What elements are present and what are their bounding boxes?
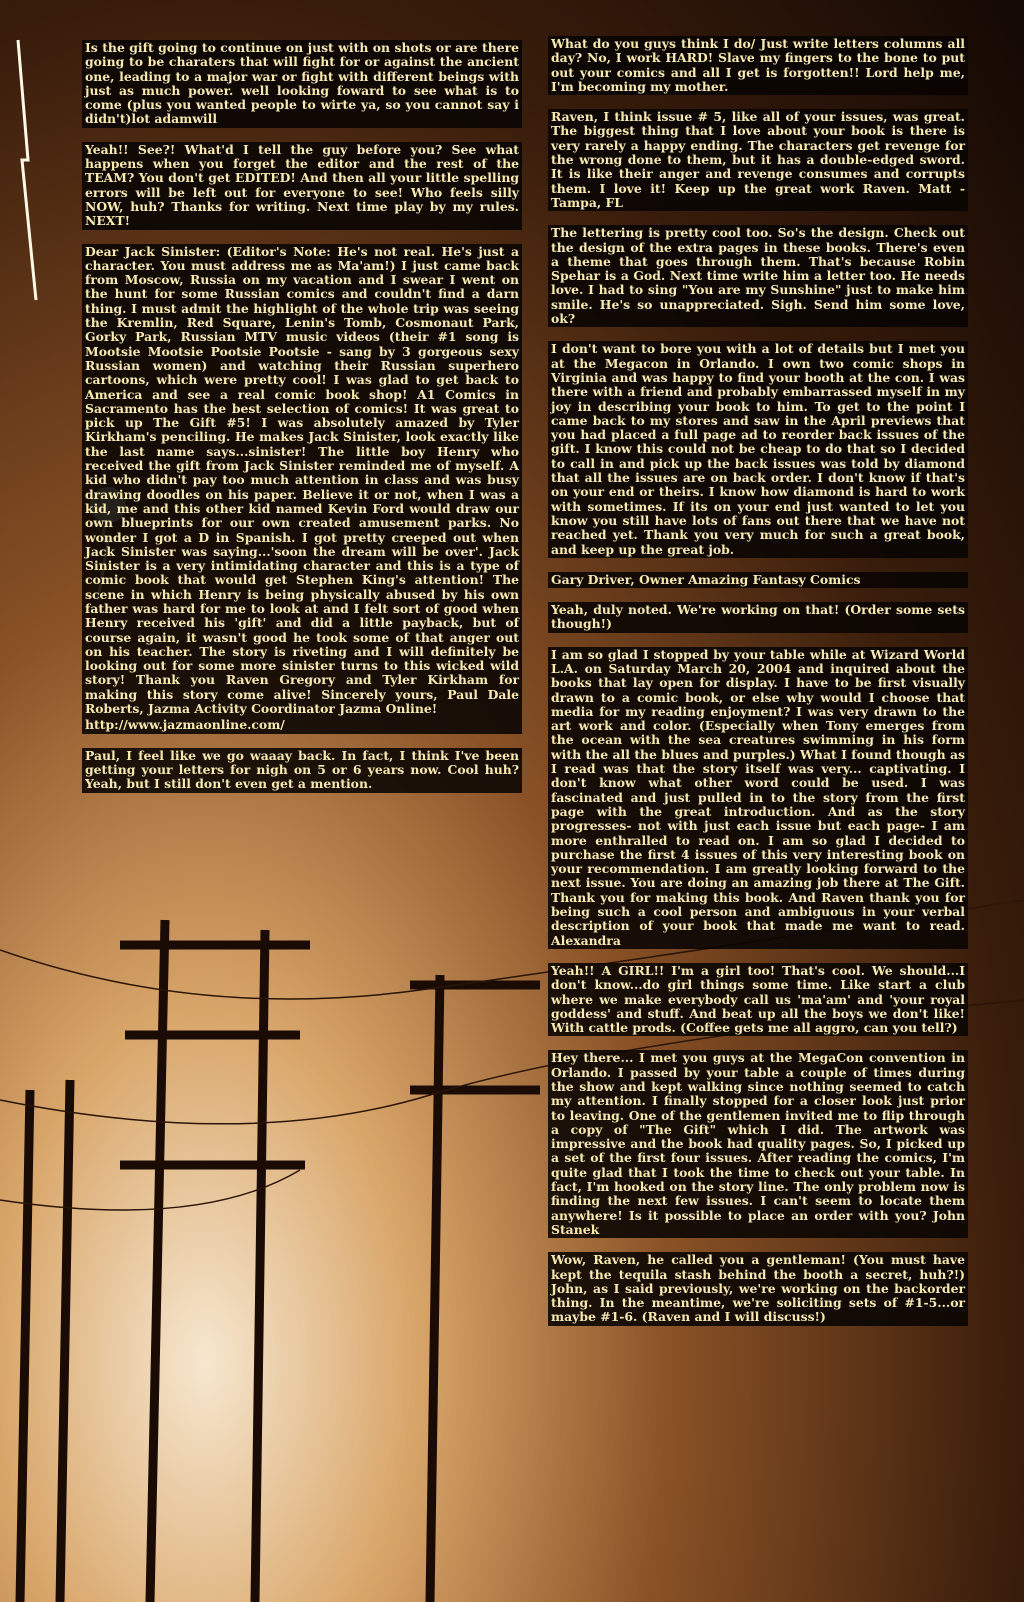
letter-gary-driver: I don't want to bore you with a lot of details but I met you at the Megacon in Orlando. I own two comic shops in Virginia and was happy to find your booth at the con. I was there with a friend and probably embarrassed myself in my joy in describing your book to him. To get to the point I came back to my stores and saw in the April previews that you had placed a full page ad to reorder back issues of the gift. I know this could not be cheap to do that so I decided to call in and pick up the back issues was told by diamond that all the issues are on back order. I don't know if that's on your end or theirs. I know how diamond is hard to work with sometimes. If its on your end just wanted to let you know you still have lots of fans out there that we have not reached yet. Thank you very much for such a great book, and keep up the great job. xyxy=(548,341,968,557)
letter-matt-tampa: Raven, I think issue # 5, like all of your issues, was great. The biggest thing that I love about your book is there is very rarely a happy ending. The characters get revenge for the wrong done to them, but it has a double-edged sword. It is like their anger and revenge consumes and corrupts them. I love it! Keep up the great work Raven. Matt - Tampa, FL xyxy=(548,109,968,211)
letter-paul-dale-roberts: Dear Jack Sinister: (Editor's Note: He's not real. He's just a character. You must address me as Ma'am!) I just came back from Moscow, Russia on my vacation and I swear I went on the hunt for some Russian comics and couldn't find a darn thing. I must admit the highlight of the whole trip was seeing the Kremlin, Red Square, Lenin's Tomb, Cosmonaut Park, Gorky Park, Russian MTV music videos (their #1 song is Mootsie Mootsie Pootsie Pootsie - sang by 3 gorgeous sexy Russian women) and watching their Russian superhero cartoons, which were pretty cool! I was glad to get back to America and see a real comic book shop! A1 Comics in Sacramento has the best selection of comics! It was great to pick up The Gift #5! I was absolutely amazed by Tyler Kirkham's penciling. He makes Jack Sinister, look exactly like the last name says...sinister! The little boy Henry who received the gift from Jack Sinister reminded me of myself. A kid who didn't pay too much attention in class and was busy drawing doodles on his paper. Believe it or not, when I was a kid, me and this other kid named Kevin Ford would draw our own blueprints for our own created amusement parks. No wonder I got a D in Spanish. I got pretty creeped out when Jack Sinister was saying...'soon the dream will be over'. Jack Sinister is a very intimidating character and this is a type of comic book that would get Stephen King's attention! The scene in which Henry is being physically abused by his own father was hard for me to look at and I felt sort of good when Henry received his 'gift' and did a little payback, but of course again, it wasn't good he took some of that anger out on his teacher. The story is riveting and I will definitely be looking out for some more sinister turns to this wicked wild story! Thank you Raven Gregory and Tyler Kirkham for making this story come alive! Sincerely yours, Paul Dale Roberts, Jazma Activity Coordinator Jazma Online! xyxy=(82,244,522,718)
utility-poles xyxy=(20,920,540,1602)
letters-column-right xyxy=(548,36,968,1340)
editor-reply: Yeah!! A GIRL!! I'm a girl too! That's cool. We should...I don't know...do girl things some time. Like start a club where we make everybody call us 'ma'am' and 'your royal goddess' and stuff. And beat up all the boys we don't like! With cattle prods. (Coffee gets me all aggro, can you tell?) xyxy=(548,963,968,1036)
letter-alexandra: I am so glad I stopped by your table while at Wizard World L.A. on Saturday March 20, 2004 and inquired about the books that lay open for display. I have to be first visually drawn to a comic book, or else why would I choose that media for my reading enjoyment? I was very drawn to the art work and color. (Especially when Tony emerges from the ocean with the sea creatures swimming in his form with the all the blues and purples.) What I found though as I read was that the story itself was very... captivating. I don't know what other word could be used. I was fascinated and just pulled in to the story from the first page with the great introduction. And as the story progresses- not with just each issue but each page- I am more enthralled to read on. I am so glad I decided to purchase the first 4 issues of this very interesting book on your recommendation. I am greatly looking forward to the next issue. You are doing an amazing job there at The Gift. Thank you for making this book. And Raven thank you for being such a cool person and ambiguous in your verbal description of your book that made me want to read. Alexandra xyxy=(548,647,968,949)
editor-reply: The lettering is pretty cool too. So's the design. Check out the design of the extra pages in these books. There's even a theme that goes through them. That's because Robin Spehar is a God. Next time write him a letter too. He needs love. I had to sing "You are my Sunshine" just to make him smile. He's so unappreciated. Sigh. Send him some love, ok? xyxy=(548,225,968,327)
editor-reply: Yeah!! See?! What'd I tell the guy before you? See what happens when you forget the editor and the rest of the TEAM? You don't get EDITED! And then all your little spelling errors will be left out for everyone to see! Who feels silly NOW, huh? Thanks for writing. Next time play by my rules. NEXT! xyxy=(82,142,522,230)
letter-adamwill: Is the gift going to continue on just with on shots or are there going to be charaters that will fight for or against the ancient one, leading to a major war or fight with different beings with just as much power. well looking foward to see what is to come (plus you wanted people to wirte ya, so you cannot say i didn't)lot adamwill xyxy=(82,40,522,128)
letter-signature: Gary Driver, Owner Amazing Fantasy Comics xyxy=(548,572,968,588)
editor-reply: Wow, Raven, he called you a gentleman! (You must have kept the tequila stash behind the booth a secret, huh?!) John, as I said previously, we're working on the backorder thing. In the meantime, we're soliciting sets of #1-5...or maybe #1-6. (Raven and I will discuss!) xyxy=(548,1252,968,1325)
letters-column-left xyxy=(82,40,522,807)
editor-reply: What do you guys think I do/ Just write letters columns all day? No, I work HARD! Slave my fingers to the bone to put out your comics and all I get is forgotten!! Lord help me, I'm becoming my mother. xyxy=(548,36,968,95)
editor-reply: Paul, I feel like we go waaay back. In fact, I think I've been getting your letters for nigh on 5 or 6 years now. Cool huh? Yeah, but I still don't even get a mention. xyxy=(82,748,522,793)
letter-john-stanek: Hey there... I met you guys at the MegaCon convention in Orlando. I passed by your table a couple of times during the show and kept walking since nothing seemed to catch my attention. I finally stopped for a closer look just prior to leaving. One of the gentlemen invited me to flip through a copy of "The Gift" which I did. The artwork was impressive and the book had quality pages. So, I picked up a set of the first four issues. After reading the comics, I'm quite glad that I took the time to check out your table. In fact, I'm hooked on the story line. The only problem now is finding the next few issues. I can't seem to locate them anywhere! Is it possible to place an order with you? John Stanek xyxy=(548,1050,968,1238)
website-link[interactable]: http://www.jazmaonline.com/ xyxy=(82,717,522,733)
editor-reply: Yeah, duly noted. We're working on that! (Order some sets though!) xyxy=(548,602,968,633)
